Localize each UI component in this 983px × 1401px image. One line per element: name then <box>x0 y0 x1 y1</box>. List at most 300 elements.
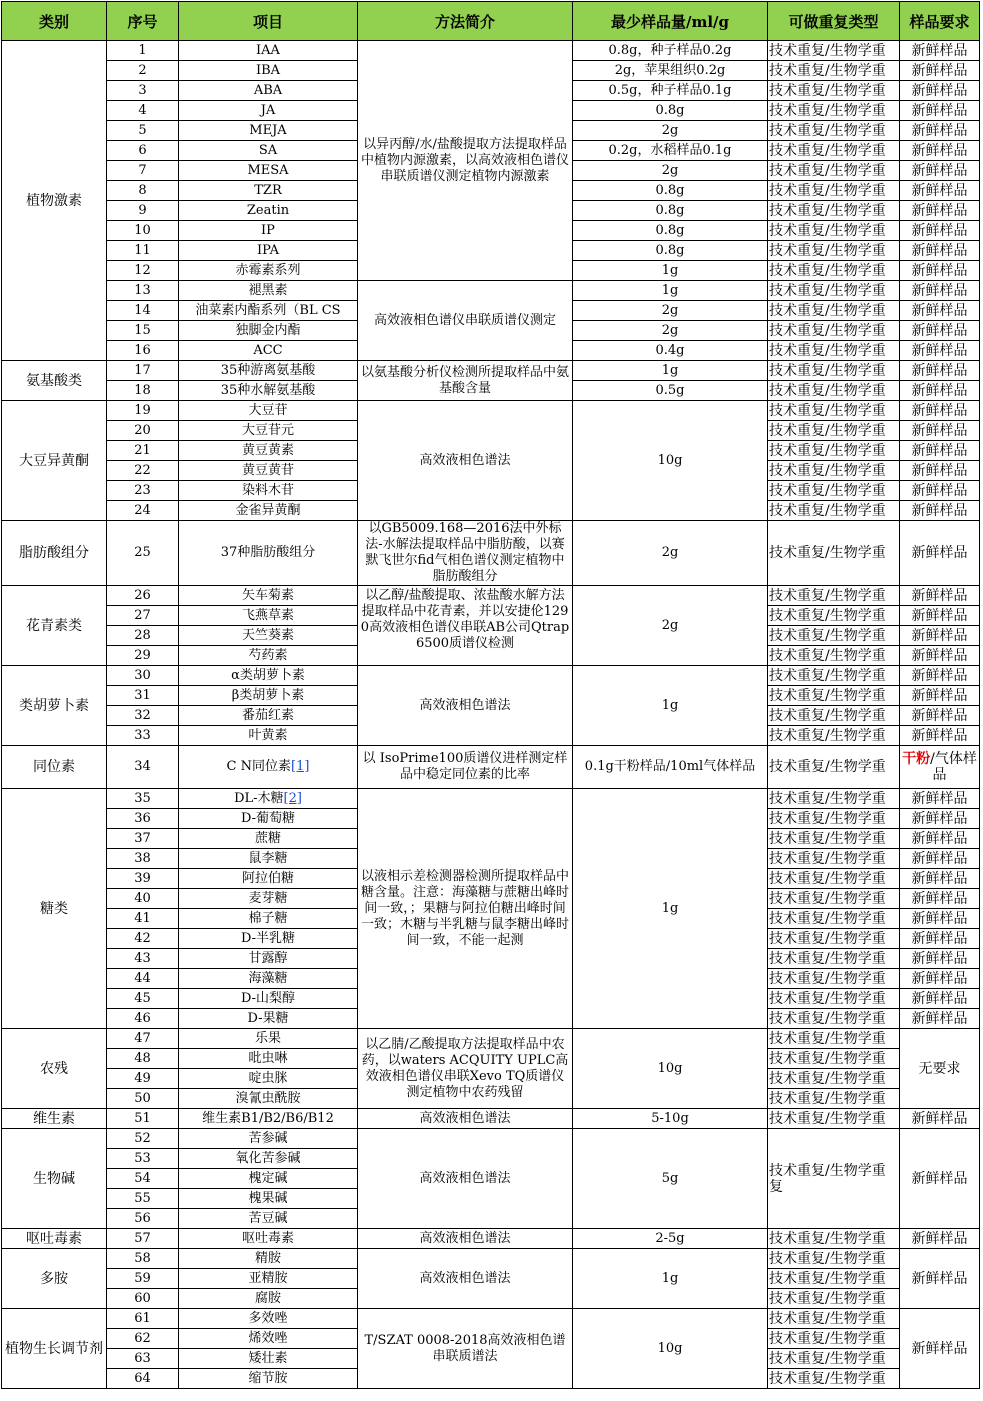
sample-requirement-cell: 新鲜样品 <box>900 829 980 849</box>
number-cell: 40 <box>107 889 179 909</box>
replicate-type-cell: 技术重复/生物学重 <box>768 141 900 161</box>
replicate-type-cell: 技术重复/生物学重 <box>768 341 900 361</box>
sample-requirement-cell: 新鲜样品 <box>900 61 980 81</box>
gas-sample-label: /气体样品 <box>930 751 977 783</box>
item-cell: α类胡萝卜素 <box>179 666 358 686</box>
sample-requirement-cell: 新鲜样品 <box>900 301 980 321</box>
item-cell: 金雀异黄酮 <box>179 501 358 521</box>
method-cell: 高效液相色谱法 <box>358 1109 573 1129</box>
replicate-type-cell: 技术重复/生物学重 <box>768 1029 900 1049</box>
table-row <box>2 1109 980 1129</box>
replicate-type-cell: 技术重复/生物学重 <box>768 241 900 261</box>
item-cell: MESA <box>179 161 358 181</box>
item-cell: 吡虫啉 <box>179 1049 358 1069</box>
table-row <box>2 746 980 789</box>
replicate-type-cell: 技术重复/生物学重 <box>768 989 900 1009</box>
min-amount-cell: 5-10g <box>573 1109 768 1129</box>
sample-requirement-cell: 新鲜样品 <box>900 929 980 949</box>
sample-requirement-cell: 新鲜样品 <box>900 666 980 686</box>
method-cell: 高效液相色谱法 <box>358 1229 573 1249</box>
sample-requirement-cell: 新鲜样品 <box>900 726 980 746</box>
sample-requirement-cell: 新鲜样品 <box>900 141 980 161</box>
sample-requirement-cell: 新鲜样品 <box>900 261 980 281</box>
category-cell: 植物生长调节剂 <box>2 1309 107 1389</box>
min-amount-cell: 1g <box>573 666 768 746</box>
table-row <box>2 1309 980 1329</box>
replicate-type-cell: 技术重复/生物学重 <box>768 41 900 61</box>
replicate-type-cell: 技术重复/生物学重 <box>768 666 900 686</box>
item-cell: 腐胺 <box>179 1289 358 1309</box>
item-cell: 阿拉伯糖 <box>179 869 358 889</box>
item-cell: 啶虫脒 <box>179 1069 358 1089</box>
method-cell: 高效液相色谱仪串联质谱仪测定 <box>358 281 573 361</box>
header-replicate-type: 可做重复类型 <box>768 2 900 41</box>
replicate-type-cell: 技术重复/生物学重 <box>768 1069 900 1089</box>
item-name: C N同位素 <box>226 759 292 774</box>
item-cell: 亚精胺 <box>179 1269 358 1289</box>
number-cell: 14 <box>107 301 179 321</box>
number-cell: 3 <box>107 81 179 101</box>
sample-requirement-cell: 新鲜样品 <box>900 441 980 461</box>
sample-requirement-cell: 新鲜样品 <box>900 361 980 381</box>
replicate-type-cell: 技术重复/生物学重 <box>768 686 900 706</box>
item-cell: 棉子糖 <box>179 909 358 929</box>
item-cell: IBA <box>179 61 358 81</box>
replicate-type-cell: 技术重复/生物学重 <box>768 1049 900 1069</box>
category-cell: 植物激素 <box>2 41 107 361</box>
min-amount-cell: 0.8g <box>573 241 768 261</box>
replicate-type-cell: 技术重复/生物学重 <box>768 101 900 121</box>
header-category: 类别 <box>2 2 107 41</box>
sample-requirement-cell: 新鲜样品 <box>900 421 980 441</box>
item-cell: 大豆苷元 <box>179 421 358 441</box>
method-cell: 以乙醇/盐酸提取、浓盐酸水解方法提取样品中花青素，并以安捷伦1290高效液相色谱仪串联AB公司Qtrap6500质谱仪检测 <box>358 586 573 666</box>
number-cell: 42 <box>107 929 179 949</box>
number-cell: 51 <box>107 1109 179 1129</box>
number-cell: 45 <box>107 989 179 1009</box>
replicate-type-cell: 技术重复/生物学重 <box>768 81 900 101</box>
item-cell: 褪黑素 <box>179 281 358 301</box>
table-row <box>2 41 980 61</box>
sample-requirement-cell: 新鲜样品 <box>900 501 980 521</box>
category-cell: 多胺 <box>2 1249 107 1309</box>
sample-requirement-cell: 新鲜样品 <box>900 586 980 606</box>
number-cell: 33 <box>107 726 179 746</box>
item-cell: Zeatin <box>179 201 358 221</box>
number-cell: 9 <box>107 201 179 221</box>
replicate-type-cell: 技术重复/生物学重 <box>768 201 900 221</box>
number-cell: 59 <box>107 1269 179 1289</box>
sample-requirement-cell: 新鲜样品 <box>900 481 980 501</box>
item-cell: 槐果碱 <box>179 1189 358 1209</box>
replicate-type-cell: 技术重复/生物学重 <box>768 181 900 201</box>
number-cell: 23 <box>107 481 179 501</box>
sample-requirement-cell: 新鲜样品 <box>900 121 980 141</box>
item-cell: 鼠李糖 <box>179 849 358 869</box>
item-cell: 独脚金内酯 <box>179 321 358 341</box>
replicate-type-cell: 技术重复/生物学重 <box>768 301 900 321</box>
replicate-type-cell: 技术重复/生物学重 <box>768 1369 900 1389</box>
sample-requirement-cell: 新鲜样品 <box>900 161 980 181</box>
item-cell: 氧化苦参碱 <box>179 1149 358 1169</box>
item-cell: 甘露醇 <box>179 949 358 969</box>
table-row <box>2 401 980 421</box>
sample-requirement-cell: 新鲜样品 <box>900 321 980 341</box>
header-method: 方法简介 <box>358 2 573 41</box>
table-row <box>2 281 980 301</box>
number-cell: 28 <box>107 626 179 646</box>
table-row <box>2 521 980 586</box>
replicate-type-cell: 技术重复/生物学重 <box>768 121 900 141</box>
sample-requirement-cell: 新鲜样品 <box>900 521 980 586</box>
min-amount-cell: 2g <box>573 321 768 341</box>
item-cell: 黄豆黄苷 <box>179 461 358 481</box>
item-cell: 35种水解氨基酸 <box>179 381 358 401</box>
replicate-type-cell: 技术重复/生物学重 <box>768 789 900 809</box>
sample-requirement-cell: 新鲜样品 <box>900 201 980 221</box>
min-amount-cell: 2g <box>573 521 768 586</box>
sample-requirement-cell: 新鲜样品 <box>900 626 980 646</box>
replicate-type-cell: 技术重复/生物学重 <box>768 1089 900 1109</box>
header-item: 项目 <box>179 2 358 41</box>
item-cell: SA <box>179 141 358 161</box>
replicate-type-cell: 技术重复/生物学重 <box>768 646 900 666</box>
replicate-type-cell: 技术重复/生物学重 <box>768 869 900 889</box>
item-cell: 多效唑 <box>179 1309 358 1329</box>
method-cell: 以乙腈/乙酸提取方法提取样品中农药，以waters ACQUITY UPLC高效液相色谱仪串联Xevo TQ质谱仪测定植物中农药残留 <box>358 1029 573 1109</box>
min-amount-cell: 5g <box>573 1129 768 1229</box>
number-cell: 10 <box>107 221 179 241</box>
number-cell: 64 <box>107 1369 179 1389</box>
replicate-type-cell: 技术重复/生物学重 <box>768 969 900 989</box>
number-cell: 4 <box>107 101 179 121</box>
number-cell: 16 <box>107 341 179 361</box>
item-cell: D-半乳糖 <box>179 929 358 949</box>
min-amount-cell: 0.5g <box>573 381 768 401</box>
number-cell: 44 <box>107 969 179 989</box>
sample-requirement-cell: 新鲜样品 <box>900 461 980 481</box>
sample-requirement-cell: 新鲜样品 <box>900 241 980 261</box>
number-cell: 32 <box>107 706 179 726</box>
number-cell: 41 <box>107 909 179 929</box>
number-cell: 30 <box>107 666 179 686</box>
number-cell: 62 <box>107 1329 179 1349</box>
sample-requirement-cell: 新鲜样品 <box>900 686 980 706</box>
item-cell: 乐果 <box>179 1029 358 1049</box>
item-cell <box>179 746 358 789</box>
number-cell: 7 <box>107 161 179 181</box>
replicate-type-cell: 技术重复/生物学重 <box>768 1269 900 1289</box>
item-cell: 精胺 <box>179 1249 358 1269</box>
replicate-type-cell: 技术重复/生物学重 <box>768 1349 900 1369</box>
number-cell: 61 <box>107 1309 179 1329</box>
category-cell: 氨基酸类 <box>2 361 107 401</box>
sample-requirement-cell: 新鲜样品 <box>900 869 980 889</box>
category-cell: 大豆异黄酮 <box>2 401 107 521</box>
replicate-type-cell: 技术重复/生物学重 <box>768 441 900 461</box>
dry-powder-label: 干粉 <box>902 751 931 767</box>
min-amount-cell: 2-5g <box>573 1229 768 1249</box>
sample-requirement-cell: 新鲜样品 <box>900 989 980 1009</box>
min-amount-cell: 2g <box>573 301 768 321</box>
number-cell: 19 <box>107 401 179 421</box>
item-cell: 芍药素 <box>179 646 358 666</box>
replicate-type-cell: 技术重复/生物学重 <box>768 61 900 81</box>
replicate-type-cell: 技术重复/生物学重 <box>768 401 900 421</box>
replicate-type-cell: 技术重复/生物学重 <box>768 586 900 606</box>
sample-requirement-cell: 新鲜样品 <box>900 909 980 929</box>
replicate-type-cell: 技术重复/生物学重 <box>768 321 900 341</box>
header-min-amount: 最少样品量/ml/g <box>573 2 768 41</box>
sample-requirement-cell: 新鲜样品 <box>900 706 980 726</box>
header-number: 序号 <box>107 2 179 41</box>
item-cell <box>179 789 358 809</box>
item-cell: 矢车菊素 <box>179 586 358 606</box>
min-amount-cell: 0.4g <box>573 341 768 361</box>
min-amount-cell: 10g <box>573 1309 768 1389</box>
replicate-type-cell: 技术重复/生物学重 <box>768 1289 900 1309</box>
item-cell: 番茄红素 <box>179 706 358 726</box>
replicate-type-cell: 技术重复/生物学重 <box>768 909 900 929</box>
number-cell: 5 <box>107 121 179 141</box>
item-cell: IPA <box>179 241 358 261</box>
number-cell: 8 <box>107 181 179 201</box>
replicate-type-cell: 技术重复/生物学重 <box>768 1309 900 1329</box>
replicate-type-cell: 技术重复/生物学重 <box>768 421 900 441</box>
item-cell: 天竺葵素 <box>179 626 358 646</box>
category-cell: 生物碱 <box>2 1129 107 1229</box>
number-cell: 39 <box>107 869 179 889</box>
min-amount-cell: 0.5g，种子样品0.1g <box>573 81 768 101</box>
sample-requirement-cell: 新鲜样品 <box>900 181 980 201</box>
sample-requirements-table <box>1 1 980 1389</box>
number-cell: 31 <box>107 686 179 706</box>
min-amount-cell: 2g <box>573 161 768 181</box>
category-cell: 类胡萝卜素 <box>2 666 107 746</box>
item-cell: 呕吐毒素 <box>179 1229 358 1249</box>
number-cell: 47 <box>107 1029 179 1049</box>
number-cell: 43 <box>107 949 179 969</box>
replicate-type-cell: 技术重复/生物学重 <box>768 746 900 789</box>
item-cell: 海藻糖 <box>179 969 358 989</box>
item-cell: 油菜素内酯系列（BL CS <box>179 301 358 321</box>
item-cell: IAA <box>179 41 358 61</box>
item-cell: 麦芽糖 <box>179 889 358 909</box>
sample-requirement-cell: 新鲜样品 <box>900 809 980 829</box>
item-cell: IP <box>179 221 358 241</box>
sample-requirement-cell: 新鲜样品 <box>900 221 980 241</box>
item-cell: 染料木苷 <box>179 481 358 501</box>
number-cell: 26 <box>107 586 179 606</box>
sample-requirement-cell: 新鲜样品 <box>900 789 980 809</box>
item-cell: D-山梨醇 <box>179 989 358 1009</box>
sample-requirement-cell: 新鲜样品 <box>900 1129 980 1229</box>
replicate-type-cell: 技术重复/生物学重复 <box>768 1129 900 1229</box>
method-cell: 以异丙醇/水/盐酸提取方法提取样品中植物内源激素，以高效液相色谱仪串联质谱仪测定植物内源激素 <box>358 41 573 281</box>
sample-requirement-cell: 新鲜样品 <box>900 81 980 101</box>
table-row <box>2 586 980 606</box>
table-row <box>2 1129 980 1149</box>
replicate-type-cell: 技术重复/生物学重 <box>768 1009 900 1029</box>
method-cell: 高效液相色谱法 <box>358 401 573 521</box>
replicate-type-cell: 技术重复/生物学重 <box>768 1329 900 1349</box>
item-cell: 35种游离氨基酸 <box>179 361 358 381</box>
number-cell: 56 <box>107 1209 179 1229</box>
min-amount-cell: 0.8g <box>573 101 768 121</box>
method-cell: T/SZAT 0008-2018高效液相色谱串联质谱法 <box>358 1309 573 1389</box>
item-cell: D-葡萄糖 <box>179 809 358 829</box>
item-cell: 叶黄素 <box>179 726 358 746</box>
sample-requirement-cell: 新鲜样品 <box>900 281 980 301</box>
table-row <box>2 1229 980 1249</box>
number-cell: 52 <box>107 1129 179 1149</box>
number-cell: 6 <box>107 141 179 161</box>
category-cell: 呕吐毒素 <box>2 1229 107 1249</box>
sample-requirement-cell: 新鲜样品 <box>900 341 980 361</box>
min-amount-cell: 1g <box>573 1249 768 1309</box>
number-cell: 18 <box>107 381 179 401</box>
sample-requirement-cell <box>900 746 980 789</box>
item-cell: 维生素B1/B2/B6/B12 <box>179 1109 358 1129</box>
replicate-type-cell: 技术重复/生物学重 <box>768 281 900 301</box>
min-amount-cell: 10g <box>573 401 768 521</box>
item-cell: ABA <box>179 81 358 101</box>
item-cell: MEJA <box>179 121 358 141</box>
sample-requirement-cell: 新鲜样品 <box>900 1109 980 1129</box>
item-cell: 苦豆碱 <box>179 1209 358 1229</box>
replicate-type-cell: 技术重复/生物学重 <box>768 501 900 521</box>
number-cell: 11 <box>107 241 179 261</box>
table-row <box>2 1029 980 1049</box>
number-cell: 1 <box>107 41 179 61</box>
item-cell: 赤霉素系列 <box>179 261 358 281</box>
item-cell: D-果糖 <box>179 1009 358 1029</box>
category-cell: 糖类 <box>2 789 107 1029</box>
footnote-link[interactable]: [2] <box>283 790 302 806</box>
number-cell: 34 <box>107 746 179 789</box>
item-cell: TZR <box>179 181 358 201</box>
number-cell: 50 <box>107 1089 179 1109</box>
replicate-type-cell: 技术重复/生物学重 <box>768 849 900 869</box>
min-amount-cell: 1g <box>573 789 768 1029</box>
footnote-link[interactable]: [1] <box>291 759 310 774</box>
method-cell: 以液相示差检测器检测所提取样品中糖含量。注意：海藻糖与蔗糖出峰时间一致，；果糖与阿拉伯糖出峰时间一致；木糖与半乳糖与鼠李糖出峰时间一致，不能一起测 <box>358 789 573 1029</box>
sample-requirement-cell: 新鲜样品 <box>900 969 980 989</box>
item-cell: 飞燕草素 <box>179 606 358 626</box>
method-cell: 高效液相色谱法 <box>358 1249 573 1309</box>
number-cell: 29 <box>107 646 179 666</box>
table-row <box>2 666 980 686</box>
category-cell: 维生素 <box>2 1109 107 1129</box>
number-cell: 37 <box>107 829 179 849</box>
number-cell: 21 <box>107 441 179 461</box>
item-cell: 缩节胺 <box>179 1369 358 1389</box>
table-row <box>2 1249 980 1269</box>
sample-requirement-cell: 新鲜样品 <box>900 889 980 909</box>
method-cell: 以氨基酸分析仪检测所提取样品中氨基酸含量 <box>358 361 573 401</box>
replicate-type-cell: 技术重复/生物学重 <box>768 381 900 401</box>
min-amount-cell: 0.8g <box>573 221 768 241</box>
item-cell: 溴氰虫酰胺 <box>179 1089 358 1109</box>
number-cell: 63 <box>107 1349 179 1369</box>
sample-requirement-cell: 新鲜样品 <box>900 41 980 61</box>
item-cell: JA <box>179 101 358 121</box>
sample-requirement-cell: 无要求 <box>900 1029 980 1109</box>
method-cell: 以 IsoPrime100质谱仪进样测定样品中稳定同位素的比率 <box>358 746 573 789</box>
number-cell: 49 <box>107 1069 179 1089</box>
number-cell: 54 <box>107 1169 179 1189</box>
replicate-type-cell: 技术重复/生物学重 <box>768 1229 900 1249</box>
header-sample-requirement: 样品要求 <box>900 2 980 41</box>
number-cell: 53 <box>107 1149 179 1169</box>
item-cell: 烯效唑 <box>179 1329 358 1349</box>
number-cell: 57 <box>107 1229 179 1249</box>
sample-requirement-cell: 新鲜样品 <box>900 1229 980 1249</box>
min-amount-cell: 1g <box>573 361 768 381</box>
replicate-type-cell: 技术重复/生物学重 <box>768 1109 900 1129</box>
min-amount-cell: 10g <box>573 1029 768 1109</box>
item-name: DL-木糖 <box>234 790 284 806</box>
number-cell: 15 <box>107 321 179 341</box>
category-cell: 农残 <box>2 1029 107 1109</box>
replicate-type-cell: 技术重复/生物学重 <box>768 809 900 829</box>
min-amount-cell: 0.8g <box>573 181 768 201</box>
item-cell: 苦参碱 <box>179 1129 358 1149</box>
method-cell: 以GB5009.168—2016法中外标法-水解法提取样品中脂肪酸，以赛默飞世尔fid气相色谱仪测定植物中脂肪酸组分 <box>358 521 573 586</box>
number-cell: 46 <box>107 1009 179 1029</box>
item-cell: 槐定碱 <box>179 1169 358 1189</box>
number-cell: 38 <box>107 849 179 869</box>
sample-requirement-cell: 新鲜样品 <box>900 401 980 421</box>
replicate-type-cell: 技术重复/生物学重 <box>768 361 900 381</box>
sample-requirement-cell: 新鲜样品 <box>900 381 980 401</box>
replicate-type-cell: 技术重复/生物学重 <box>768 949 900 969</box>
sample-requirement-cell: 新鲜样品 <box>900 849 980 869</box>
min-amount-cell: 2g <box>573 121 768 141</box>
replicate-type-cell: 技术重复/生物学重 <box>768 626 900 646</box>
item-cell: 蔗糖 <box>179 829 358 849</box>
number-cell: 27 <box>107 606 179 626</box>
sample-requirement-cell: 新鲜样品 <box>900 1009 980 1029</box>
number-cell: 24 <box>107 501 179 521</box>
number-cell: 36 <box>107 809 179 829</box>
replicate-type-cell: 技术重复/生物学重 <box>768 929 900 949</box>
item-cell: 37种脂肪酸组分 <box>179 521 358 586</box>
min-amount-cell: 1g <box>573 281 768 301</box>
replicate-type-cell: 技术重复/生物学重 <box>768 1249 900 1269</box>
min-amount-cell: 0.8g，种子样品0.2g <box>573 41 768 61</box>
min-amount-cell: 2g <box>573 586 768 666</box>
item-cell: 大豆苷 <box>179 401 358 421</box>
item-cell: 黄豆黄素 <box>179 441 358 461</box>
number-cell: 35 <box>107 789 179 809</box>
category-cell: 花青素类 <box>2 586 107 666</box>
number-cell: 25 <box>107 521 179 586</box>
number-cell: 60 <box>107 1289 179 1309</box>
replicate-type-cell: 技术重复/生物学重 <box>768 889 900 909</box>
number-cell: 22 <box>107 461 179 481</box>
method-cell: 高效液相色谱法 <box>358 1129 573 1229</box>
replicate-type-cell: 技术重复/生物学重 <box>768 481 900 501</box>
item-cell: ACC <box>179 341 358 361</box>
sample-requirement-cell: 新鲜样品 <box>900 646 980 666</box>
sample-requirement-cell: 新鲜样品 <box>900 1249 980 1309</box>
number-cell: 2 <box>107 61 179 81</box>
number-cell: 48 <box>107 1049 179 1069</box>
item-cell: β类胡萝卜素 <box>179 686 358 706</box>
min-amount-cell: 0.2g，水稻样品0.1g <box>573 141 768 161</box>
replicate-type-cell: 技术重复/生物学重 <box>768 606 900 626</box>
